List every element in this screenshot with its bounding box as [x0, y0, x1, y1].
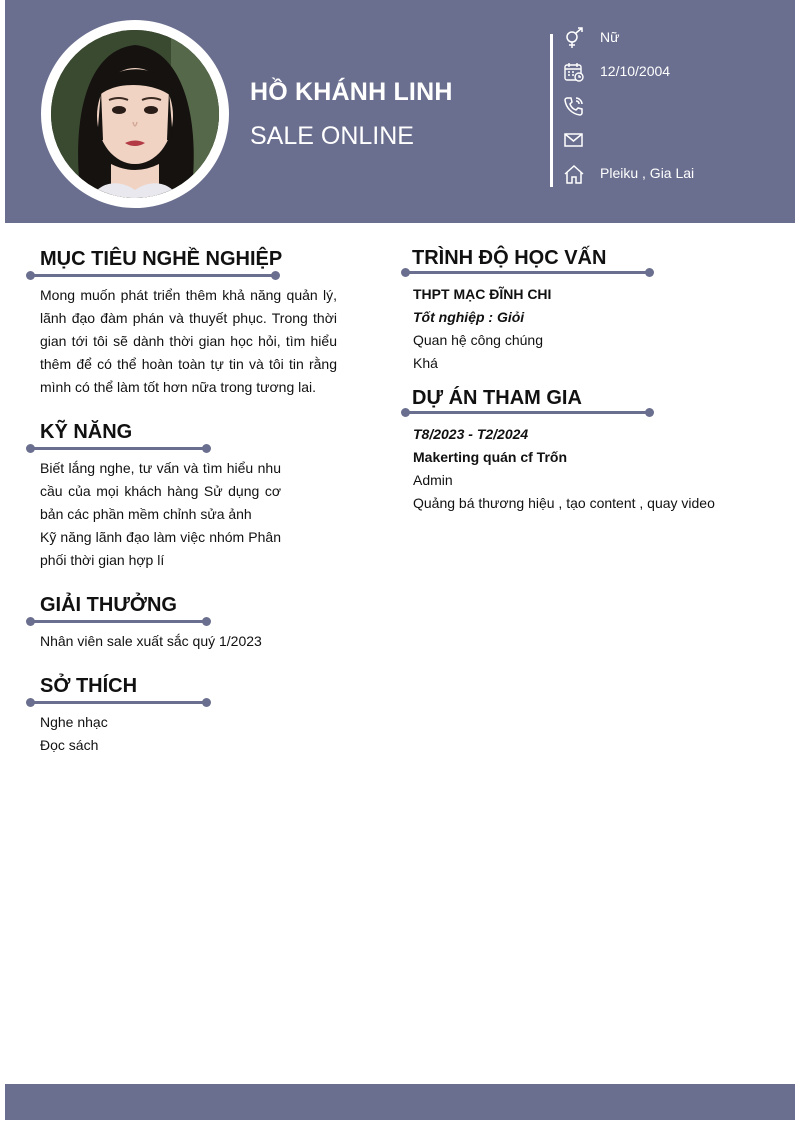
project-period: T8/2023 - T2/2024	[413, 426, 529, 442]
email-icon	[563, 129, 585, 151]
project-name: Makerting quán cf Trốn	[413, 449, 568, 465]
projects-rule	[405, 411, 650, 414]
objective-line: Mong muốn phát triển thêm khả năng quản lý,	[40, 287, 337, 303]
projects-heading: DỰ ÁN THAM GIA	[412, 387, 582, 409]
phone-icon	[563, 95, 585, 117]
hobby-item: Nghe nhạc	[40, 714, 108, 730]
candidate-name: HỒ KHÁNH LINH	[250, 78, 453, 106]
contact-dob	[563, 60, 671, 84]
objective-line: thêm để có thể hoàn toàn tự tin và tôi tin rằng	[40, 356, 337, 372]
hobbies-heading: SỞ THÍCH	[40, 675, 138, 697]
hobby-item: Đọc sách	[40, 737, 99, 753]
dob-text: 12/10/2004	[600, 63, 671, 79]
objective-line: gian tới tôi sẽ dành thời gian học hỏi, tìm hiểu	[40, 333, 337, 349]
objective-heading: MỤC TIÊU NGHỀ NGHIỆP	[40, 248, 283, 270]
objective-line: lãnh đạo đàm phán và thuyết phục. Trong thời	[40, 310, 337, 326]
objective-line: mình có thể làm tốt hơn nữa trong tương lai.	[40, 379, 317, 395]
awards-rule	[30, 620, 207, 623]
skills-line: bản các phần mềm chỉnh sửa ảnh	[40, 506, 252, 522]
home-icon	[563, 163, 585, 185]
footer-band	[5, 1084, 795, 1120]
gender-icon	[563, 27, 585, 49]
project-role: Admin	[413, 472, 453, 488]
award-item: Nhân viên sale xuất sắc quý 1/2023	[40, 633, 262, 649]
skills-rule	[30, 447, 207, 450]
skills-line: phối thời gian hợp lí	[40, 552, 165, 568]
hobbies-rule	[30, 701, 207, 704]
contact-email	[563, 128, 585, 152]
project-description: Quảng bá thương hiệu , tạo content , quay video	[413, 495, 715, 511]
education-major: Quan hệ công chúng	[413, 332, 543, 348]
gender-text: Nữ	[600, 29, 620, 45]
contact-divider	[550, 34, 553, 187]
portrait-photo	[51, 30, 219, 198]
education-heading: TRÌNH ĐỘ HỌC VẤN	[412, 247, 607, 269]
education-rule	[405, 271, 650, 274]
skills-line: Biết lắng nghe, tư vấn và tìm hiểu nhu	[40, 460, 281, 476]
avatar	[51, 30, 219, 198]
skills-line: Kỹ năng lãnh đạo làm việc nhóm Phân	[40, 529, 281, 545]
job-title: SALE ONLINE	[250, 122, 414, 150]
objective-rule	[30, 274, 276, 277]
contact-phone	[563, 94, 585, 118]
objective-text	[40, 284, 337, 399]
education-result: Tốt nghiệp : Giỏi	[413, 309, 525, 325]
header-banner	[5, 0, 795, 223]
skills-line: cầu của mọi khách hàng Sử dụng cơ	[40, 483, 281, 499]
school-name: THPT MẠC ĐĨNH CHI	[413, 286, 552, 302]
education-grade: Khá	[413, 355, 438, 371]
avatar-frame	[41, 20, 229, 208]
address-text: Pleiku , Gia Lai	[600, 165, 695, 181]
skills-heading: KỸ NĂNG	[40, 421, 133, 443]
awards-heading: GIẢI THƯỞNG	[40, 594, 177, 616]
contact-address	[563, 162, 695, 186]
contact-gender	[563, 26, 620, 50]
calendar-icon	[563, 61, 585, 83]
skills-text	[40, 457, 281, 572]
